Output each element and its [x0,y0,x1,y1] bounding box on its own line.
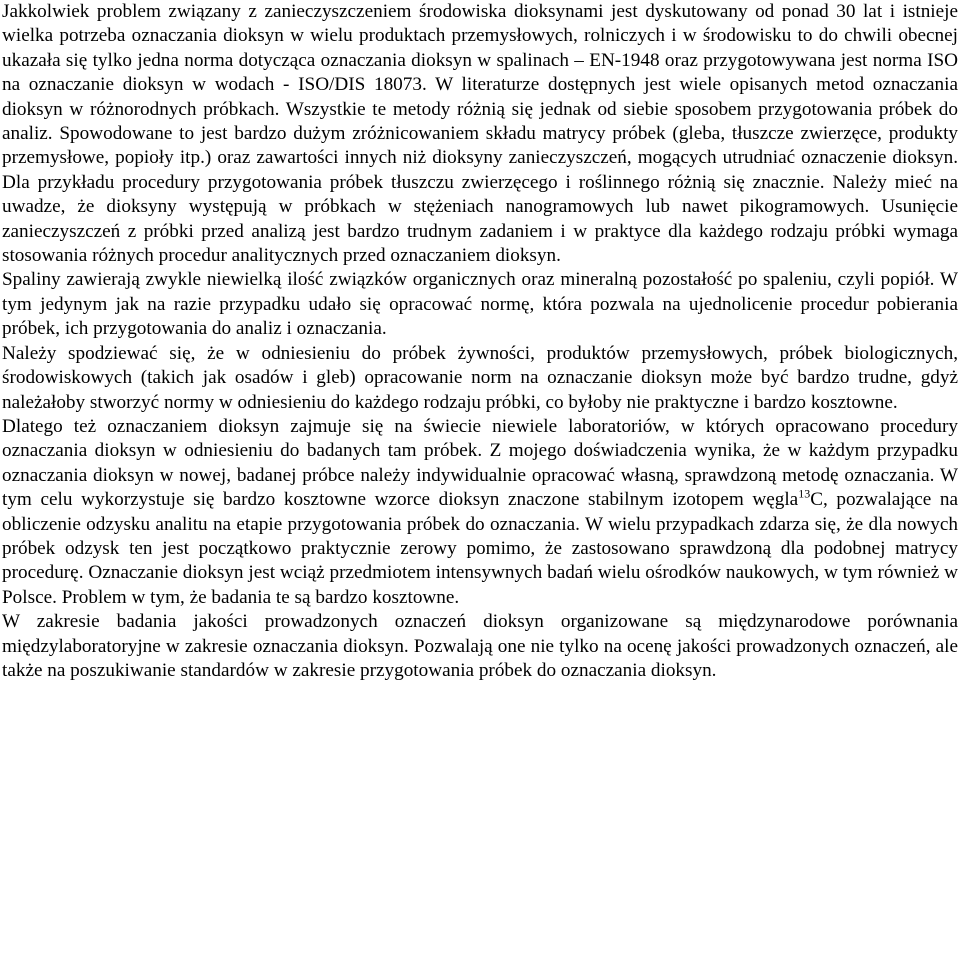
paragraph-5: W zakresie badania jakości prowadzonych oznaczeń dioksyn organizowane są międzynarodowe porównania międzylaboratoryjne w zakresie oznaczania dioksyn. Pozwalają one nie tylko na ocenę jakości prowadzonych oznaczeń, ale także na poszukiwanie standardów w zakresie przygotowania próbek do oznaczania dioksyn. [2,611,958,681]
paragraph-1: Jakkolwiek problem związany z zanieczyszczeniem środowiska dioksynami jest dyskutowany od ponad 30 lat i istnieje wielka potrzeba oznaczania dioksyn w wielu produktach przemysłowych, rolniczych i w środowisku to do chwili obecnej ukazała się tylko jedna norma dotycząca oznaczania dioksyn w spalinach – EN-1948 oraz przygotowywana jest norma ISO na oznaczanie dioksyn w wodach - ISO/DIS 18073. W literaturze dostępnych jest wiele opisanych metod oznaczania dioksyn w różnorodnych próbkach. Wszystkie te metody różnią się jednak od siebie sposobem przygotowania próbek do analiz. Spowodowane to jest bardzo dużym zróżnicowaniem składu matrycy próbek (gleba, tłuszcze zwierzęce, produkty przemysłowe, popioły itp.) oraz zawartości innych niż dioksyny zanieczyszczeń, mogących utrudniać oznaczenie dioksyn. Dla przykładu procedury przygotowania próbek tłuszczu zwierzęcego i roślinnego różnią się znacznie. Należy mieć na uwadze, że dioksyny występują w próbkach w stężeniach nanogramowych lub nawet pikogramowych. Usunięcie zanieczyszczeń z próbki przed analizą jest bardzo trudnym zadaniem i w praktyce dla każdego rodzaju próbki wymaga stosowania różnych procedur analitycznych przed oznaczaniem dioksyn. [2,1,958,267]
paragraph-2: Spaliny zawierają zwykle niewielką ilość związków organicznych oraz mineralną pozostałość po spaleniu, czyli popiół. W tym jedynym jak na razie przypadku udało się opracować normę, która pozwala na ujednolicenie procedur pobierania próbek, ich przygotowania do analiz i oznaczania. [2,269,958,340]
paragraph-4 [2,415,958,610]
paragraph-4-part-2: C, pozwalające na obliczenie odzysku analitu na etapie przygotowania próbek do oznaczania. W wielu przypadkach zdarza się, że dla nowych próbek odzysk ten jest początkowo praktycznie zerowy pomimo, że zastosowano sprawdzoną dla podobnej matrycy procedurę. Oznaczanie dioksyn jest wciąż przedmiotem intensywnych badań wielu ośrodków naukowych, w tym również w Polsce. Problem w tym, że badania te są bardzo kosztowne. [2,489,958,608]
paragraph-3: Należy spodziewać się, że w odniesieniu do próbek żywności, produktów przemysłowych, próbek biologicznych, środowiskowych (takich jak osadów i gleb) opracowanie norm na oznaczanie dioksyn może być bardzo trudne, gdyż należałoby stworzyć normy w odniesieniu do każdego rodzaju próbki, co byłoby nie praktyczne i bardzo kosztowne. [2,342,958,413]
isotope-superscript: 13 [798,486,811,501]
paragraph-4-part-1: Dlatego też oznaczaniem dioksyn zajmuje się na świecie niewiele laboratoriów, w których opracowano procedury oznaczania dioksyn w odniesieniu do badanych tam próbek. Z mojego doświadczenia wynika, że w każdym przypadku oznaczania dioksyn w nowej, badanej próbce należy indywidualnie opracować własną, sprawdzoną metodę oznaczania. W tym celu wykorzystuje się bardzo kosztowne wzorce dioksyn znaczone stabilnym izotopem węgla [2,415,958,511]
